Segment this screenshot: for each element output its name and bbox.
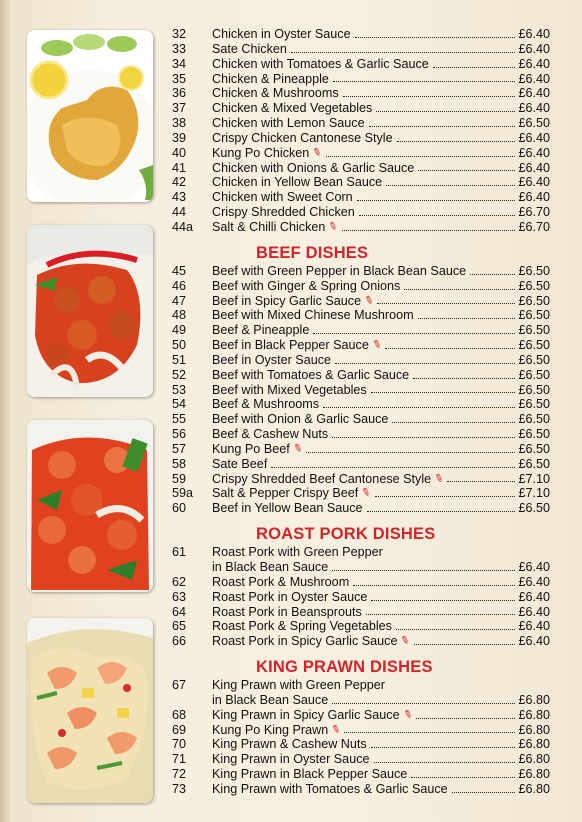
item-price: £6.70 [518, 205, 550, 220]
menu-item [172, 353, 550, 368]
item-number: 39 [172, 130, 187, 145]
menu-item-first-line [172, 545, 550, 560]
item-price: £6.40 [518, 589, 550, 604]
menu-item [172, 560, 550, 575]
item-name-line1: King Prawn with Green Pepper [212, 678, 385, 693]
item-number: 73 [172, 781, 187, 796]
item-number: 45 [172, 263, 187, 278]
item-price: £6.40 [518, 190, 550, 205]
item-price: £6.40 [518, 27, 550, 41]
menu-item [172, 308, 550, 323]
dotted-leader [271, 466, 515, 468]
item-name: Beef & Pineapple [212, 323, 310, 338]
dotted-leader [291, 51, 516, 53]
item-price: £6.80 [518, 707, 550, 722]
item-number: 60 [172, 501, 187, 516]
dotted-leader [357, 199, 516, 201]
item-number: 64 [172, 604, 187, 619]
item-number: 42 [172, 175, 187, 190]
chili-pepper-icon: ✎ [400, 707, 414, 722]
item-number: 48 [172, 308, 187, 323]
item-number: 55 [172, 412, 187, 427]
item-price: £6.50 [518, 352, 550, 367]
menu-item [172, 57, 550, 72]
dotted-leader [416, 717, 516, 719]
item-price: £6.50 [518, 501, 550, 516]
item-price: £6.40 [518, 145, 550, 160]
item-name: Kung Po Chicken [212, 145, 310, 160]
item-name: Kung Po King Prawn [212, 722, 329, 737]
item-number: 66 [172, 634, 187, 649]
item-name: Beef with Mixed Vegetables [212, 382, 367, 397]
dotted-leader [418, 317, 516, 319]
item-name: Kung Po Beef [212, 441, 290, 456]
item-price: £6.50 [518, 263, 550, 278]
item-number: 71 [172, 752, 187, 767]
item-number: 54 [172, 397, 187, 412]
dotted-leader [369, 125, 516, 127]
dotted-leader [396, 628, 516, 630]
item-name: Chicken with Sweet Corn [212, 190, 353, 205]
item-price: £6.80 [518, 737, 550, 752]
king-prawn-photo [27, 420, 153, 592]
item-name: Roast Pork in Beansprouts [212, 604, 362, 619]
item-name: Chicken & Mushrooms [212, 86, 339, 101]
dotted-leader [335, 362, 515, 364]
item-price: £6.70 [518, 219, 550, 234]
menu-item [172, 146, 550, 161]
item-name: Beef & Cashew Nuts [212, 427, 329, 442]
dotted-leader [414, 643, 516, 645]
chili-pepper-icon: ✎ [291, 441, 304, 457]
item-price: £6.40 [518, 604, 550, 619]
dotted-leader [433, 66, 516, 68]
dotted-leader [413, 377, 515, 379]
item-name: Chicken & Mixed Vegetables [212, 101, 373, 116]
menu-item [172, 220, 550, 235]
item-price: £6.40 [518, 574, 550, 589]
beef-section [172, 264, 550, 516]
dotted-leader [367, 510, 516, 512]
item-name: Crispy Shredded Beef Cantonese Style [212, 471, 432, 486]
item-price: £6.40 [518, 175, 550, 190]
dotted-leader [452, 791, 516, 793]
menu-item [172, 279, 550, 294]
menu-item [172, 752, 550, 767]
menu-item [172, 605, 550, 620]
dotted-leader [371, 599, 515, 601]
item-name: King Prawn & Cashew Nuts [212, 737, 367, 752]
dotted-leader [385, 347, 515, 349]
item-name: Sate Beef [212, 456, 268, 471]
dotted-leader [332, 702, 515, 704]
menu-item [172, 486, 550, 501]
item-price: £6.50 [518, 308, 550, 323]
item-number: 46 [172, 278, 187, 293]
item-price: £6.40 [518, 86, 550, 101]
king-prawn-heading: KING PRAWN DISHES [256, 658, 433, 677]
item-price: £6.50 [518, 293, 550, 308]
dotted-leader [374, 761, 516, 763]
item-price: £6.50 [518, 441, 550, 456]
item-price: £6.50 [518, 427, 550, 442]
dotted-leader [342, 229, 516, 231]
dotted-leader [418, 169, 515, 171]
item-name: Beef in Black Pepper Sauce [212, 338, 369, 353]
menu-item-first-line [172, 678, 550, 693]
item-name: Roast Pork in Spicy Garlic Sauce [212, 634, 398, 649]
chicken-section [172, 27, 550, 235]
item-name: Chicken with Lemon Sauce [212, 116, 365, 131]
dotted-leader [359, 214, 516, 216]
item-name: Salt & Pepper Crispy Beef [212, 486, 359, 501]
chili-pepper-icon: ✎ [310, 145, 324, 160]
dotted-leader [375, 495, 516, 497]
roast-pork-heading: ROAST PORK DISHES [256, 525, 436, 544]
dotted-leader [470, 273, 515, 275]
item-price: £6.80 [518, 692, 550, 707]
menu-item [172, 42, 550, 57]
item-number: 50 [172, 338, 187, 353]
item-price: £6.40 [518, 71, 550, 86]
item-number: 47 [172, 293, 187, 308]
menu-item [172, 175, 550, 190]
dotted-leader [366, 613, 516, 615]
menu-item [172, 590, 550, 605]
dotted-leader [392, 421, 515, 423]
dotted-leader [306, 451, 516, 453]
item-number: 44a [172, 219, 194, 234]
menu-item [172, 619, 550, 634]
item-number: 59 [172, 471, 187, 486]
menu-item [172, 205, 550, 220]
beef-heading: BEEF DISHES [256, 243, 369, 262]
item-number: 40 [172, 145, 187, 160]
menu-item [172, 27, 550, 42]
item-number: 72 [172, 767, 187, 782]
sweet-sour-chicken-photo [27, 225, 153, 397]
item-number: 41 [172, 160, 187, 175]
menu-item [172, 442, 550, 457]
item-price: £6.40 [518, 41, 550, 56]
dotted-leader [313, 332, 515, 334]
item-price: £6.50 [518, 367, 550, 382]
item-name: Beef in Yellow Bean Sauce [212, 501, 363, 516]
item-name-line1: Roast Pork with Green Pepper [212, 545, 383, 560]
item-name: in Black Bean Sauce [212, 560, 329, 574]
roast-pork-section [172, 545, 550, 649]
chili-pepper-icon: ✎ [362, 293, 376, 308]
dotted-leader [371, 391, 516, 393]
menu-item [172, 190, 550, 205]
item-name: King Prawn in Black Pepper Sauce [212, 767, 408, 782]
dotted-leader [332, 436, 515, 438]
item-price: £6.80 [518, 781, 550, 796]
item-price: £6.40 [518, 130, 550, 145]
item-number: 36 [172, 86, 187, 101]
item-number: 52 [172, 367, 187, 382]
item-price: £6.50 [518, 323, 550, 338]
menu-item [172, 101, 550, 116]
menu-item [172, 723, 550, 738]
item-price: £6.50 [518, 397, 550, 412]
king-prawn-noodle-photo [27, 618, 153, 803]
item-price: £7.10 [518, 471, 550, 486]
item-name: Chicken in Oyster Sauce [212, 27, 351, 41]
item-name: Roast Pork & Mushroom [212, 574, 350, 589]
dotted-leader [332, 569, 515, 571]
item-number: 70 [172, 737, 187, 752]
dotted-leader [343, 95, 516, 97]
item-number: 59a [172, 486, 194, 501]
item-number: 44 [172, 205, 187, 220]
item-name: King Prawn in Oyster Sauce [212, 752, 370, 767]
king-prawn-section [172, 678, 550, 797]
dotted-leader [386, 184, 515, 186]
item-name: Roast Pork & Spring Vegetables [212, 619, 392, 634]
lemon-chicken-photo [27, 30, 153, 202]
item-number: 38 [172, 116, 187, 131]
item-name: Beef with Onion & Garlic Sauce [212, 412, 389, 427]
item-number: 49 [172, 323, 187, 338]
dotted-leader [344, 731, 515, 733]
item-number: 61 [172, 545, 187, 560]
item-name: Beef & Mushrooms [212, 397, 320, 412]
item-number: 68 [172, 707, 187, 722]
item-number: 58 [172, 456, 187, 471]
menu-item [172, 86, 550, 101]
menu-item [172, 782, 550, 797]
menu-item [172, 131, 550, 146]
menu-item [172, 472, 550, 487]
item-price: £7.10 [518, 486, 550, 501]
item-name: Beef in Oyster Sauce [212, 352, 332, 367]
menu-item [172, 338, 550, 353]
dotted-leader [326, 155, 516, 157]
dotted-leader [353, 584, 515, 586]
menu-item [172, 634, 550, 649]
item-name: King Prawn in Spicy Garlic Sauce [212, 707, 400, 722]
menu-item [172, 767, 550, 782]
item-number: 35 [172, 71, 187, 86]
item-price: £6.50 [518, 456, 550, 471]
dotted-leader [355, 36, 516, 38]
item-price: £6.40 [518, 160, 550, 175]
item-number: 67 [172, 678, 187, 693]
dotted-leader [323, 406, 515, 408]
item-name: Beef with Green Pepper in Black Bean Sauce [212, 263, 467, 278]
item-name: Sate Chicken [212, 41, 287, 56]
dotted-leader [333, 80, 516, 82]
item-name: Chicken with Onions & Garlic Sauce [212, 160, 415, 175]
item-price: £6.40 [518, 634, 550, 649]
menu-item [172, 397, 550, 412]
menu-item [172, 575, 550, 590]
item-price: £6.80 [518, 752, 550, 767]
item-name: Beef with Tomatoes & Garlic Sauce [212, 367, 410, 382]
menu-item [172, 264, 550, 279]
chili-pepper-icon: ✎ [326, 219, 340, 235]
item-number: 57 [172, 441, 187, 456]
menu-item [172, 294, 550, 309]
item-name: Chicken & Pineapple [212, 71, 329, 86]
item-number: 69 [172, 722, 187, 737]
menu-item [172, 161, 550, 176]
dotted-leader [411, 776, 515, 778]
item-price: £6.50 [518, 338, 550, 353]
item-name: Chicken in Yellow Bean Sauce [212, 175, 383, 190]
item-number: 37 [172, 101, 187, 116]
chili-pepper-icon: ✎ [359, 486, 373, 501]
item-name: Salt & Chilli Chicken [212, 219, 326, 234]
item-number: 53 [172, 382, 187, 397]
dotted-leader [371, 746, 516, 748]
item-name: King Prawn with Tomatoes & Garlic Sauce [212, 781, 448, 796]
menu-item [172, 737, 550, 752]
item-number: 56 [172, 427, 187, 442]
menu-item [172, 383, 550, 398]
item-number: 34 [172, 56, 187, 71]
menu-item [172, 116, 550, 131]
item-name: Beef with Ginger & Spring Onions [212, 278, 401, 293]
menu-item [172, 72, 550, 87]
chili-pepper-icon: ✎ [398, 634, 412, 649]
item-price: £6.50 [518, 116, 550, 131]
item-number: 62 [172, 574, 187, 589]
item-name: Crispy Chicken Cantonese Style [212, 130, 393, 145]
chili-pepper-icon: ✎ [432, 471, 446, 486]
item-number: 65 [172, 619, 187, 634]
chili-pepper-icon: ✎ [329, 722, 343, 737]
dotted-leader [376, 110, 515, 112]
menu-item [172, 457, 550, 472]
item-price: £6.80 [518, 722, 550, 737]
item-number: 33 [172, 41, 187, 56]
chili-pepper-icon: ✎ [370, 337, 383, 353]
menu-item [172, 427, 550, 442]
menu-item [172, 501, 550, 516]
menu-item [172, 412, 550, 427]
item-number: 32 [172, 27, 187, 41]
item-price: £6.80 [518, 767, 550, 782]
item-price: £6.50 [518, 412, 550, 427]
dotted-leader [447, 480, 515, 482]
item-name: Chicken with Tomatoes & Garlic Sauce [212, 56, 429, 71]
item-price: £6.50 [518, 278, 550, 293]
page-spine [0, 0, 10, 822]
item-price: £6.40 [518, 619, 550, 634]
item-name: Beef in Spicy Garlic Sauce [212, 293, 362, 308]
menu-item [172, 323, 550, 338]
item-price: £6.40 [518, 101, 550, 116]
item-number: 43 [172, 190, 187, 205]
menu-item [172, 693, 550, 708]
menu-list [172, 27, 550, 797]
item-number: 63 [172, 589, 187, 604]
item-price: £6.40 [518, 56, 550, 71]
item-name: Beef with Mixed Chinese Mushroom [212, 308, 414, 323]
item-name: Crispy Shredded Chicken [212, 205, 355, 220]
menu-item [172, 368, 550, 383]
item-name: in Black Bean Sauce [212, 692, 329, 707]
menu-item [172, 708, 550, 723]
item-price: £6.50 [518, 382, 550, 397]
item-number: 51 [172, 352, 187, 367]
item-price: £6.40 [518, 560, 550, 574]
dotted-leader [377, 302, 515, 304]
item-name: Roast Pork in Oyster Sauce [212, 589, 368, 604]
dotted-leader [397, 140, 516, 142]
dotted-leader [404, 288, 515, 290]
